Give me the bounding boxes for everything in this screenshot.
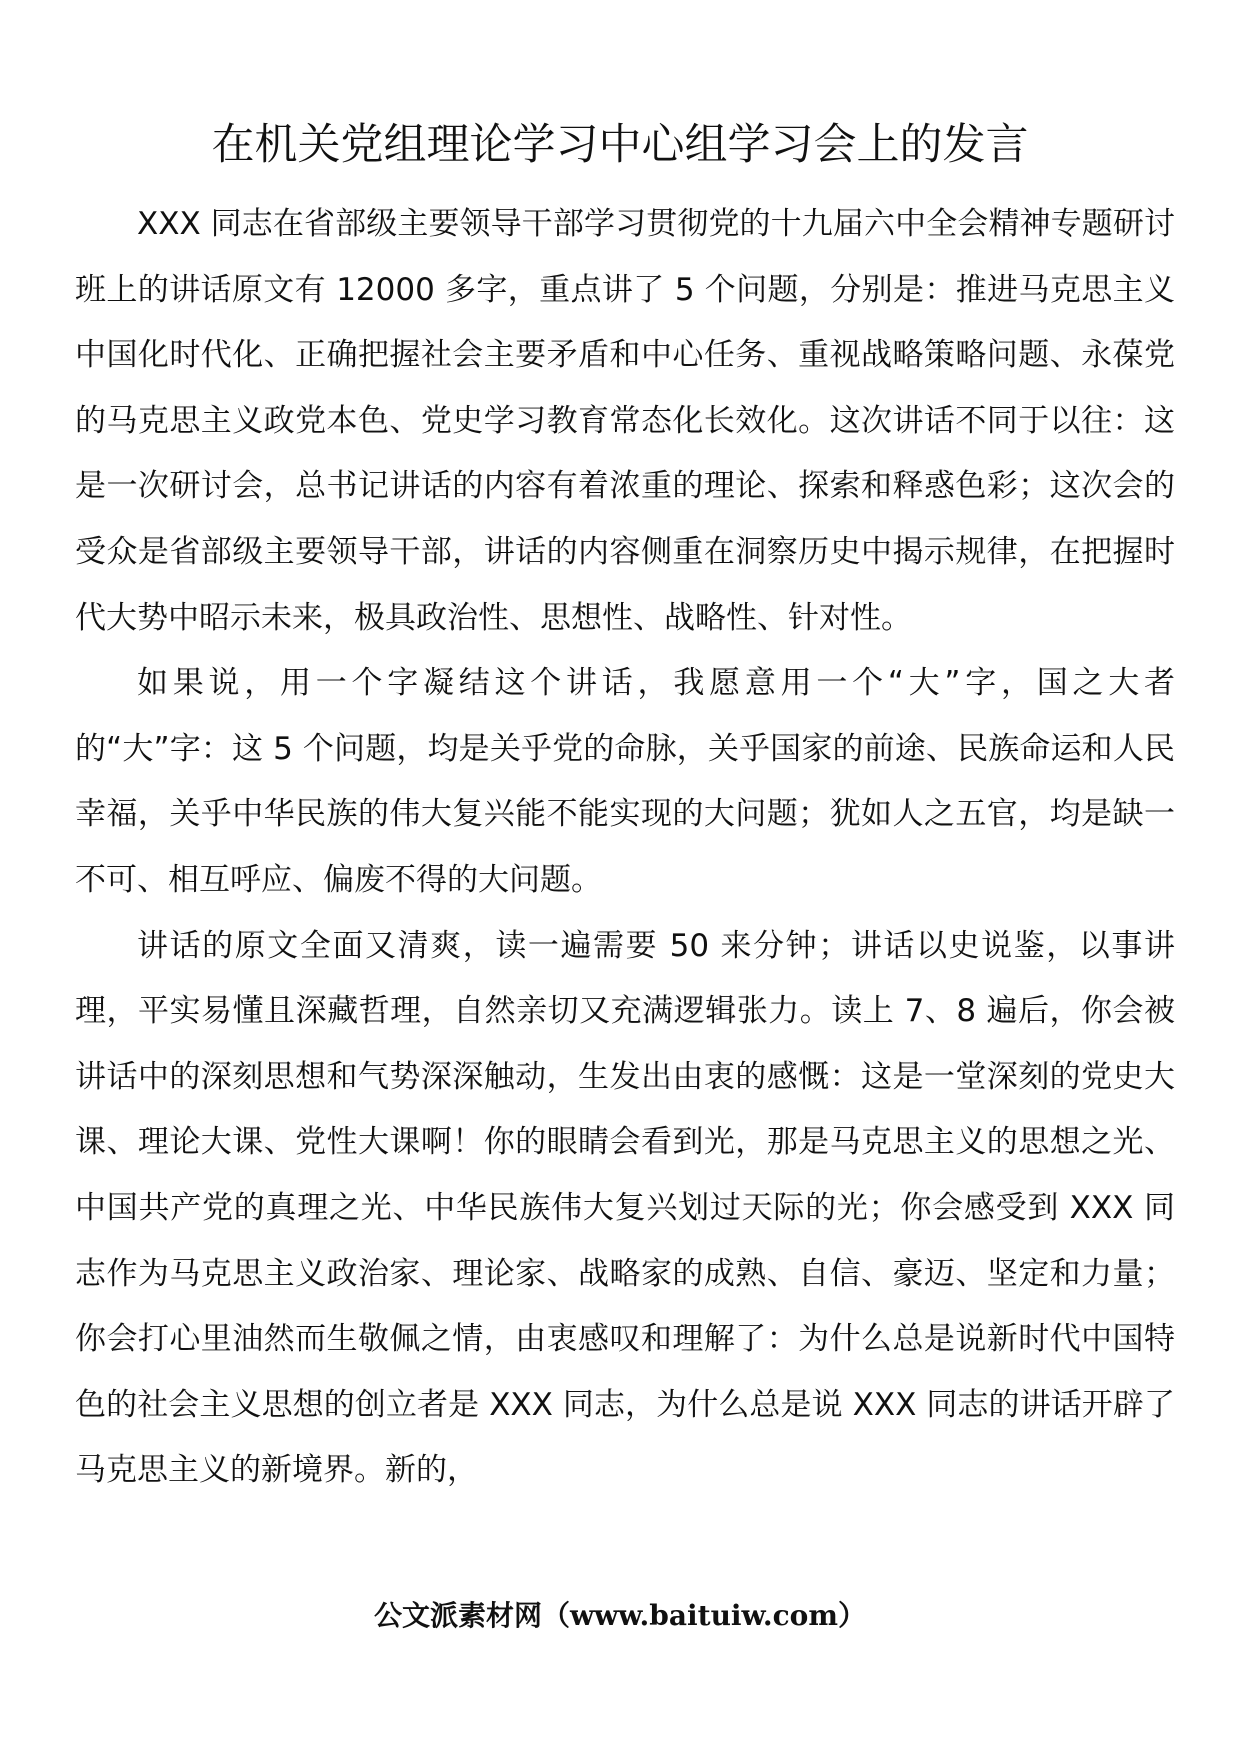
footer-source-text: 公文派素材网（www.baituiw.com）	[374, 1599, 866, 1632]
paragraph: XXX 同志在省部级主要领导干部学习贯彻党的十九届六中全会精神专题研讨班上的讲话原文有 12000 多字，重点讲了 5 个问题，分别是：推进马克思主义中国化时代化、正确把握社会主要矛盾和中心任务、重视战略策略问题、永葆党的马克思主义政党本色、党史学习教育常态化长效化。这次讲话不同于以往：这是一次研讨会，总书记讲话的内容有着浓重的理论、探索和释惑色彩；这次会的受众是省部级主要领导干部，讲话的内容侧重在洞察历史中揭示规律，在把握时代大势中昭示未来，极具政治性、思想性、战略性、针对性。	[75, 206, 1175, 636]
document-title: 在机关党组理论学习中心组学习会上的发言	[211, 120, 1029, 170]
paragraph: 如果说，用一个字凝结这个讲话，我愿意用一个“大”字，国之大者的“大”字：这 5 个问题，均是关乎党的命脉，关乎国家的前途、民族命运和人民幸福，关乎中华民族的伟大复兴能不能实现的大问题；犹如人之五官，均是缺一不可、相互呼应、偏废不得的大问题。	[75, 665, 1175, 898]
document-body	[75, 192, 1175, 1504]
paragraph: 讲话的原文全面又清爽，读一遍需要 50 来分钟；讲话以史说鉴，以事讲理，平实易懂且深藏哲理，自然亲切又充满逻辑张力。读上 7、8 遍后，你会被讲话中的深刻思想和气势深深触动，生发出由衷的感慨：这是一堂深刻的党史大课、理论大课、党性大课啊！你的眼睛会看到光，那是马克思主义的思想之光、中国共产党的真理之光、中华民族伟大复兴划过天际的光；你会感受到 XXX 同志作为马克思主义政治家、理论家、战略家的成熟、自信、豪迈、坚定和力量；你会打心里油然而生敬佩之情，由衷感叹和理解了：为什么总是说新时代中国特色的社会主义思想的创立者是 XXX 同志，为什么总是说 XXX 同志的讲话开辟了马克思主义的新境界。新的，	[75, 927, 1175, 1489]
